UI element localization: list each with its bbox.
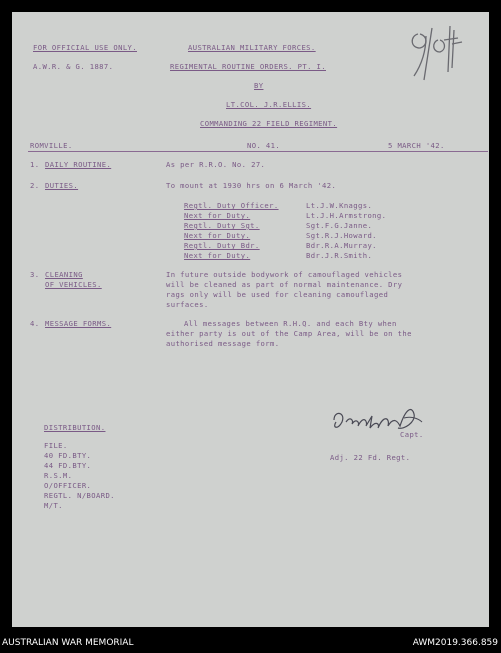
distribution-item: R.S.M. [44,471,73,480]
duty-role: Next for Duty. [184,251,251,260]
duty-role: Next for Duty. [184,211,251,220]
duty-name: Lt.J.H.Armstrong. [306,211,387,220]
distribution-item: FILE. [44,441,68,450]
item-text-line: will be cleaned as part of normal maintenance. Dry [166,280,403,289]
command-line: COMMANDING 22 FIELD REGIMENT. [200,119,338,128]
distribution-item: 40 FD.BTY. [44,451,92,460]
item-number: 3. [30,270,40,279]
archive-id: AWM2019.366.859 [412,638,498,648]
duty-name: Lt.J.W.Knaggs. [306,201,373,210]
item-heading: DAILY ROUTINE. [45,160,112,169]
force-title: AUSTRALIAN MILITARY FORCES. [188,43,316,52]
distribution-title: DISTRIBUTION. [44,423,106,432]
duty-role: Next for Duty. [184,231,251,240]
distribution-item: REGTL. N/BOARD. [44,491,115,500]
order-date: 5 MARCH '42. [388,141,445,150]
item-heading: MESSAGE FORMS. [45,319,112,328]
distribution-item: 44 FD.BTY. [44,461,92,470]
signatory-title: Adj. 22 Fd. Regt. [330,453,411,462]
handwritten-reference [400,20,470,85]
item-number: 1. [30,160,40,169]
item-text-line: authorised message form. [166,339,280,348]
orders-title: REGIMENTAL ROUTINE ORDERS. PT. I. [170,62,326,71]
item-heading: CLEANING [45,270,83,279]
item-number: 4. [30,319,40,328]
item-text-line: In future outside bodywork of camouflaged vehicles [166,270,403,279]
duty-role: Regtl. Duty Officer. [184,201,279,210]
item-heading-line2: OF VEHICLES. [45,280,102,289]
item-heading: DUTIES. [45,181,79,190]
security-marking: FOR OFFICIAL USE ONLY. [33,43,137,52]
duty-name: Bdr.R.A.Murray. [306,241,377,250]
duty-name: Bdr.J.R.Smith. [306,251,373,260]
item-text-line: rags only will be used for cleaning camouflaged [166,290,389,299]
item-number: 2. [30,181,40,190]
officer-name: LT.COL. J.R.ELLIS. [226,100,312,109]
item-text-line: either party is out of the Camp Area, will be on the [166,329,412,338]
distribution-item: M/T. [44,501,63,510]
signatory-rank: Capt. [400,430,424,439]
duty-role: Regtl. Duty Bdr. [184,241,260,250]
location: ROMVILLE. [30,141,73,150]
duty-role: Regtl. Duty Sgt. [184,221,260,230]
order-number: NO. 41. [247,141,281,150]
duty-name: Sgt.F.G.Janne. [306,221,373,230]
item-text-line: All messages between R.H.Q. and each Bty when [184,319,397,328]
item-text-line: surfaces. [166,300,209,309]
form-reference: A.W.R. & G. 1887. [33,62,114,71]
header-rule [28,151,488,152]
item-text: To mount at 1930 hrs on 6 March '42. [166,181,337,190]
duty-name: Sgt.R.J.Howard. [306,231,377,240]
by-line: BY [254,81,264,90]
distribution-item: O/OFFICER. [44,481,92,490]
item-text: As per R.R.O. No. 27. [166,160,266,169]
archive-credit: AUSTRALIAN WAR MEMORIAL [2,638,134,648]
